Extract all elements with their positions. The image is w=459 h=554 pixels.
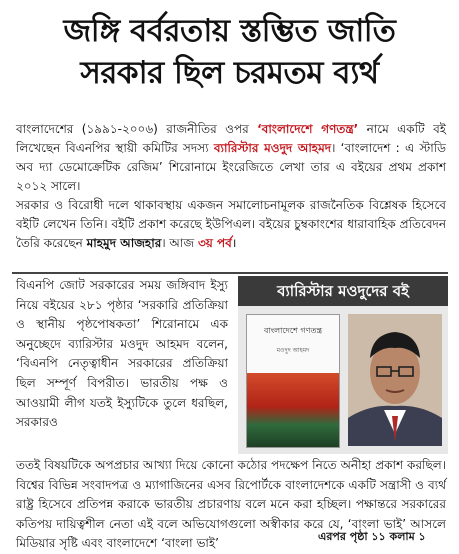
book-name: ‘বাংলাদেশে গণতন্ত্র’ xyxy=(257,122,359,136)
body-column-full: ততই বিষয়টিকে অপপ্রচার আখ্যা দিয়ে কোনো কঠোর পদক্ষেপ নিতে অনীহা প্রকাশ করছিল। বিশ্বের বিভিন্ন সংবাদপত্র ও ম্যাগাজিনের এসব রিপোর্টকে বাংলাদেশকে একটি সন্ত্রাসী ও ব্যর্থ রাষ্ট্র হিসেবে প্রতিপন্ন করাকে ভারতীয় প্রচারণায় বলে মনে করা হচ্ছিল। পক্ষান্তরে সরকারের কতিপয় দায়িত্বশীল নেতা এই বলে অভিযোগগুলো অস্বীকার করে যে, ‘বাংলা ভাই’ আসলে মিডিয়ার সৃষ্টি এবং বাংলাদেশে ‘বাংলা ভাই’ xyxy=(16,458,446,551)
book-cover-top xyxy=(247,315,339,373)
lead-text: । xyxy=(231,236,237,250)
book-cover-title: বাংলাদেশে গণতন্ত্র xyxy=(263,326,323,335)
headline-line-2: সরকার ছিল চরমতম ব্যর্থ xyxy=(80,55,379,91)
divider xyxy=(12,272,448,274)
lead-text: । আজ xyxy=(161,236,198,250)
headline-line-1: জঙ্গি বর্বরতায় স্তম্ভিত জাতি xyxy=(63,13,396,49)
book-cover-image xyxy=(246,314,340,448)
portrait-illustration xyxy=(348,314,442,446)
reporter-name: মাহমুদ আজহার xyxy=(86,236,162,250)
author-name: ব্যারিস্টার মওদুদ আহমদ xyxy=(213,141,332,155)
book-cover-art xyxy=(247,373,339,447)
lead-text: নামে একটি বই লিখেছেন বিএনপির স্থায়ী কমিটির সদস্য xyxy=(16,122,446,155)
lead-text: বাংলাদেশের (১৯৯১-২০০৬) রাজনীতির ওপর xyxy=(16,122,258,136)
continue-note: এরপর পৃষ্ঠা ১১ কলাম ১ xyxy=(318,530,426,543)
photo-caption: ব্যারিস্টার মওদুদের বই xyxy=(238,276,448,306)
body-column-left: বিএনপি জোট সরকারের সময় জঙ্গিবাদ ইস্যু নিয়ে বইয়ের ২৮১ পৃষ্ঠার ‘সরকারি প্রতিক্রিয়া ও স্থানীয় পৃষ্ঠপোষকতা’ শিরোনামে এক অনুচ্ছেদে ব্যারিস্টার মওদুদ আহমদ বলেন, ‘বিএনপি নেতৃত্বাধীন সরকারের প্রতিক্রিয়া ছিল সম্পূর্ণ বিপরীত। ভারতীয় পক্ষ ও আওয়ামী লীগ যতই ইস্যুটিকে তুলে ধরছিল, সরকারও xyxy=(16,278,228,430)
portrait-photo xyxy=(348,314,442,446)
lead-intro xyxy=(16,120,446,253)
lead-text: । ‘বাংলাদেশ : এ স্টাডি অব দ্যা ডেমোক্রেটিক রেজিম’ শিরোনামে ইংরেজিতে লেখা তার এ বইয়ের প্রথম প্রকাশ ২০১২ সালে। xyxy=(16,141,446,193)
photo-box xyxy=(238,276,448,454)
lead-text: সরকার ও বিরোধী দলে থাকাবস্থায় একজন সমালোচনামূলক রাজনৈতিক বিশ্লেষক হিসেবে বইটি লেখেন তিনি। বইটি প্রকাশ করেছে ইউপিএল। বইয়ের চুম্বকাংশের ধারাবাহিক প্রতিবেদন তৈরি করেছেন xyxy=(16,198,446,250)
book-cover-author: মওদুদ আহমদ xyxy=(276,347,310,354)
headline xyxy=(8,10,451,94)
part-label: ৩য় পর্ব xyxy=(197,236,232,250)
